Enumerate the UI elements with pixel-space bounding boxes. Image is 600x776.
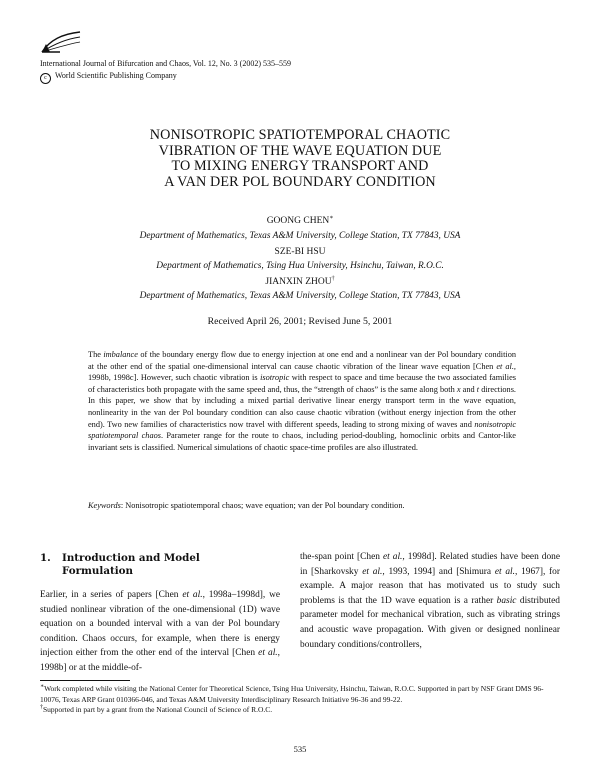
body-column-right: the-span point [Chen et al., 1998d]. Related studies have been done in [Sharkovsky et al., 1993, 1994] and [Shimura et al., 1967], for example. A major reason that has motivated us to study such problems is that the 1D wave equation is a rather basic distributed parameter model for mechanical vibration, such as vibrating strings and acoustic wave propagation. With given or designed nonlinear boundary conditions/controllers,: [300, 552, 561, 650]
abstract: The imbalance of the boundary energy flow due to energy injection at one end and a nonlinear van der Pol boundary condition at the other end of the spatial one-dimensional interval can cause chaotic vibration of the linear wave equation [Chen et al., 1998b, 1998c]. However, such chaotic vibration is isotropic with respect to space and time because the two associated families of characteristics both propagate with the same speed and, thus, the “strength of chaos” is the same along both x and t directions. In this paper, we show that by including a mixed partial derivative linear energy transport term in the wave equation, nonlinearity in the van der Pol boundary condition can also cause chaotic vibration (without energy injection from the other end). Two new families of characteristics now travel with different speeds, leading to strong mixing of waves and nonisotropic spatiotemporal chaos. Parameter range for the route to chaos, including period-doubling, homoclinic orbits and Cantor-like invariant sets is classified. Numerical simulations of chaotic space-time profiles are also illustrated.: [88, 350, 516, 452]
publisher-logo-icon: [40, 30, 82, 54]
section-title-line: Formulation: [62, 565, 134, 577]
paper-title: [40, 128, 560, 190]
author-affiliation: Department of Mathematics, Tsing Hua University, Hsinchu, Taiwan, R.O.C.: [156, 261, 444, 271]
title-line: A VAN DER POL BOUNDARY CONDITION: [164, 173, 436, 190]
publisher-name: World Scientific Publishing Company: [55, 71, 177, 80]
footnote: ∗Work completed while visiting the National Center for Theoretical Science, Tsing Hua University, Hsinchu, Taiwan, R.O.C. Supported in part by NSF Grant DMS 96-10076, Texas ARP Grant 010366-046, and Texas A&M University Interdisciplinary Research Initiative 96-36 and 99-22.: [40, 683, 544, 704]
section-title-line: Introduction and Model: [62, 552, 200, 564]
body-column-left: Earlier, in a series of papers [Chen et al., 1998a–1998d], we studied nonlinear vibration of the one-dimensional (1D) wave equation on a bounded interval with a van der Pol boundary condition. Chaos occurs, for example, when there is energy injection either from the other end of the interval [Chen et al., 1998b] or at the middle-of-: [40, 590, 281, 673]
title-line: VIBRATION OF THE WAVE EQUATION DUE: [158, 142, 442, 159]
author-name: GOONG CHEN∗: [266, 214, 334, 226]
publisher-line: [40, 70, 291, 84]
footnote-rule: [40, 680, 130, 681]
author-affiliation: Department of Mathematics, Texas A&M University, College Station, TX 77843, USA: [139, 291, 461, 301]
footnotes: [40, 684, 560, 716]
received-dates: Received April 26, 2001; Revised June 5, 2001: [207, 316, 393, 327]
author-name: SZE-BI HSU: [274, 247, 326, 257]
journal-citation: International Journal of Bifurcation and Chaos, Vol. 12, No. 3 (2002) 535–559: [40, 59, 291, 68]
title-line: TO MIXING ENERGY TRANSPORT AND: [171, 158, 429, 174]
footnote: †Supported in part by a grant from the National Council of Science of R.O.C.: [40, 704, 273, 714]
page-number: 535: [293, 744, 307, 754]
title-line: NONISOTROPIC SPATIOTEMPORAL CHAOTIC: [149, 127, 451, 143]
copyright-icon: c: [40, 73, 51, 84]
section-number: 1.: [40, 552, 51, 564]
journal-header: [40, 58, 291, 84]
author-name: JIANXIN ZHOU†: [265, 275, 335, 287]
section-heading: [40, 552, 280, 578]
author-affiliation: Department of Mathematics, Texas A&M University, College Station, TX 77843, USA: [139, 231, 461, 241]
keywords: Keywords: Nonisotropic spatiotemporal chaos; wave equation; van der Pol boundary condition.: [88, 501, 405, 510]
